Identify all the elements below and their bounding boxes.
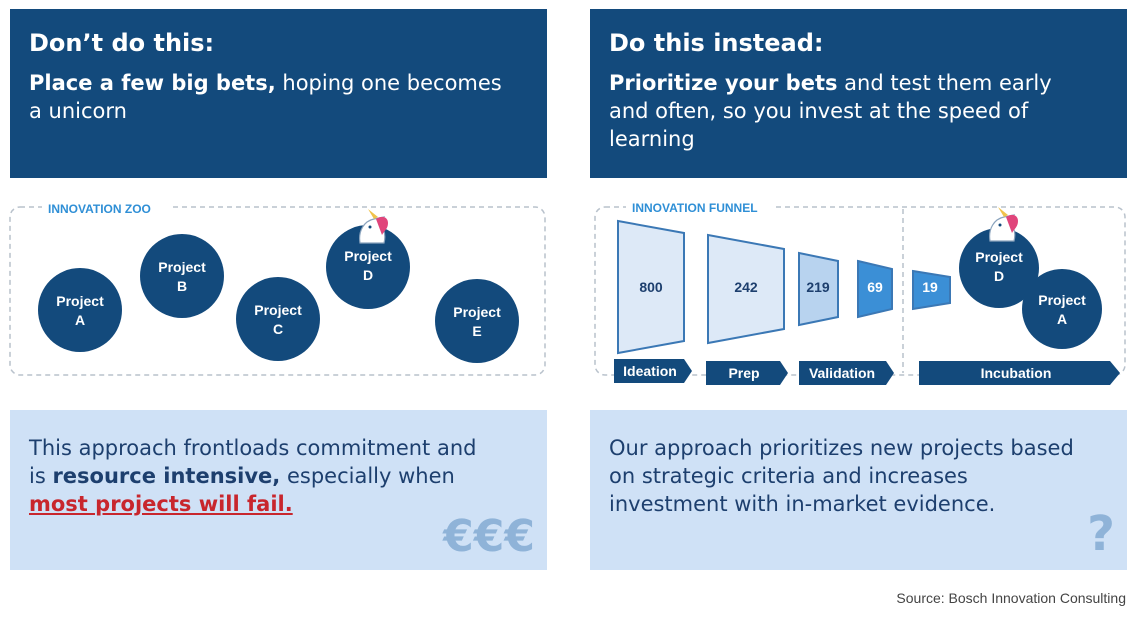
funnel-stage-69: [858, 261, 892, 317]
funnel-count-800: 800: [639, 279, 663, 295]
stage-arrow-prep: [706, 361, 788, 385]
funnel-stage-242: [708, 235, 784, 343]
zoo-project-e-line1: Project: [453, 304, 501, 320]
left-header-bold: Place a few big bets,: [29, 71, 276, 95]
funnel-stage-219: [799, 253, 838, 325]
funnel-stage-800: [618, 221, 684, 353]
right-header-panel: [590, 9, 1127, 178]
zoo-project-c-line1: Project: [254, 302, 302, 318]
zoo-project-c-line2: C: [272, 321, 284, 337]
zoo-project-b-line1: Project: [158, 259, 206, 275]
funnel-count-219: 219: [806, 279, 830, 295]
funnel-count-242: 242: [734, 279, 758, 295]
left-footer-warning: most projects will fail.: [29, 492, 293, 516]
left-footer-text: [29, 434, 499, 518]
euro-symbols: €€€: [443, 511, 535, 562]
innovation-funnel-diagram: [580, 185, 1138, 395]
zoo-project-a: [38, 268, 122, 352]
funnel-project-a: [1022, 269, 1102, 349]
left-footer-panel: [10, 410, 547, 570]
right-header-bold: Prioritize your bets: [609, 71, 838, 95]
unicorn-icon: [360, 209, 388, 243]
funnel-label: INNOVATION FUNNEL: [632, 201, 758, 215]
right-footer-panel: [590, 410, 1127, 570]
question-mark-symbol: ?: [1087, 506, 1115, 562]
stage-label-prep: Prep: [728, 365, 760, 381]
zoo-project-d-line2: D: [362, 267, 374, 283]
funnel-stage-19: [913, 271, 950, 309]
funnel-count-19: 19: [922, 279, 938, 295]
left-header-rest: hoping one becomes a unicorn: [29, 71, 502, 123]
right-header-title: Do this instead:: [609, 29, 824, 57]
zoo-project-b: [140, 234, 224, 318]
funnel-project-a-line2: A: [1056, 311, 1068, 327]
stage-arrow-ideation: [614, 359, 692, 383]
source-credit: Source: Bosch Innovation Consulting: [896, 590, 1126, 606]
funnel-project-d-line2: D: [993, 268, 1005, 284]
stage-arrow-incubation: [919, 361, 1120, 385]
zoo-label: INNOVATION ZOO: [48, 202, 151, 216]
right-header-rest: and test them early and often, so you invest at the speed of learning: [609, 71, 1052, 151]
zoo-project-b-line2: B: [176, 278, 188, 294]
left-header-panel: [10, 9, 547, 178]
left-footer-text-2: especially when: [280, 464, 455, 488]
right-header-subtitle: [609, 69, 1079, 153]
unicorn-icon-funnel: [990, 207, 1018, 241]
funnel-project-d-line1: Project: [975, 249, 1023, 265]
funnel-count-69: 69: [867, 279, 883, 295]
zoo-project-c: [236, 277, 320, 361]
zoo-project-e-line2: E: [472, 323, 482, 339]
innovation-zoo-diagram: [0, 185, 560, 395]
zoo-project-e: [435, 279, 519, 363]
stage-label-validation: Validation: [808, 365, 876, 381]
left-header-title: Don’t do this:: [29, 29, 215, 57]
zoo-project-d-line1: Project: [344, 248, 392, 264]
zoo-project-a-line1: Project: [56, 293, 104, 309]
funnel-project-a-line1: Project: [1038, 292, 1086, 308]
left-header-subtitle: [29, 69, 509, 125]
stage-label-ideation: Ideation: [623, 363, 677, 379]
zoo-project-a-line2: A: [74, 312, 86, 328]
stage-arrow-validation: [799, 361, 894, 385]
right-footer-text: Our approach prioritizes new projects based on strategic criteria and increases investment with in-market evidence.: [609, 436, 1074, 516]
left-footer-bold: resource intensive,: [52, 464, 281, 488]
stage-label-incubation: Incubation: [980, 365, 1052, 381]
left-footer-text-1: This approach frontloads commitment and is: [29, 436, 477, 488]
